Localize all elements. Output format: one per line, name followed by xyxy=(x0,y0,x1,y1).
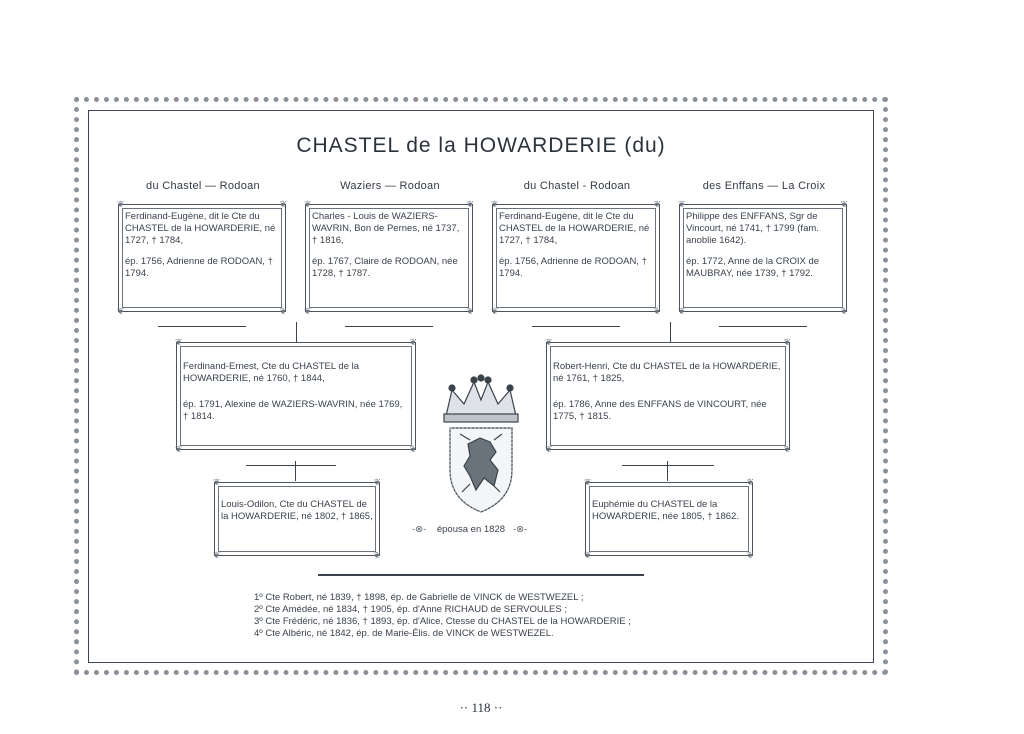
corner-ornament-icon: ❦ xyxy=(840,306,848,316)
grandparent-box-4 xyxy=(678,199,848,316)
connector-line xyxy=(246,465,336,466)
marriage-text: ép. 1791, Alexine de WAZIERS-WAVRIN, née 1769, † 1814. xyxy=(183,399,403,422)
corner-ornament-icon: ❦ xyxy=(491,199,499,209)
corner-ornament-icon: ❦ xyxy=(279,199,287,209)
corner-ornament-icon: ❦ xyxy=(840,199,848,209)
corner-ornament-icon: ❦ xyxy=(584,477,592,487)
page-number: ·· 118 ·· xyxy=(459,700,503,715)
parent-box-1 xyxy=(175,337,417,454)
corner-ornament-icon: ❦ xyxy=(545,444,553,454)
lineage-heading-4: des Enffans — La Croix xyxy=(702,180,826,192)
ornament-icon: -⊗- xyxy=(412,524,427,535)
corner-ornament-icon: ❦ xyxy=(653,199,661,209)
connector-line xyxy=(345,326,433,327)
marriage-text: ép. 1756, Adrienne de RODOAN, † 1794. xyxy=(125,256,273,279)
corner-ornament-icon: ❦ xyxy=(545,337,553,347)
corner-ornament-icon: ❦ xyxy=(373,477,381,487)
grandparent-box-2 xyxy=(304,199,474,316)
corner-ornament-icon: ❦ xyxy=(409,337,417,347)
connector-line xyxy=(622,465,714,466)
coat-of-arms-icon xyxy=(440,374,522,514)
corner-ornament-icon: ❦ xyxy=(304,306,312,316)
children-separator xyxy=(318,574,644,576)
married-text: épousa en 1828 xyxy=(436,524,506,535)
grandparent-box-3 xyxy=(491,199,661,316)
person-text: Ferdinand-Eugène, dit le Cte du CHASTEL de la HOWARDERIE, né 1727, † 1784, xyxy=(499,211,650,246)
connector-stem xyxy=(670,322,671,342)
child-item: 1º Cte Robert, né 1839, † 1898, ép. de Gabrielle de VINCK de WESTWEZEL ; xyxy=(254,592,584,603)
page-title: CHASTEL de la HOWARDERIE (du) xyxy=(296,134,666,157)
person-text: Ferdinand-Ernest, Cte du CHASTEL de la HOWARDERIE, né 1760, † 1844, xyxy=(183,361,360,384)
person-text: Ferdinand-Eugène, dit le Cte du CHASTEL de la HOWARDERIE, né 1727, † 1784, xyxy=(125,211,276,246)
corner-ornament-icon: ❦ xyxy=(653,306,661,316)
connector-stem xyxy=(667,461,668,481)
corner-ornament-icon: ❦ xyxy=(213,550,221,560)
corner-ornament-icon: ❦ xyxy=(175,337,183,347)
corner-ornament-icon: ❦ xyxy=(304,199,312,209)
couple-box-wife xyxy=(584,477,754,560)
person-text: Louis-Odilon, Cte du CHASTEL de la HOWARDERIE, né 1802, † 1865, xyxy=(221,499,373,522)
corner-ornament-icon: ❦ xyxy=(678,199,686,209)
corner-ornament-icon: ❦ xyxy=(678,306,686,316)
corner-ornament-icon: ❦ xyxy=(373,550,381,560)
couple-box-husband xyxy=(213,477,381,560)
corner-ornament-icon: ❦ xyxy=(117,306,125,316)
child-item: 2º Cte Amédée, né 1834, † 1905, ép. d'Anne RICHAUD de SERVOULES ; xyxy=(254,604,567,615)
connector-line xyxy=(719,326,807,327)
married-caption xyxy=(412,524,527,535)
corner-ornament-icon: ❦ xyxy=(175,444,183,454)
marriage-text: ép. 1767, Claire de RODOAN, née 1728, † 1787. xyxy=(312,256,458,279)
corner-ornament-icon: ❦ xyxy=(491,306,499,316)
child-item: 3º Cte Frédéric, né 1836, † 1893, ép. d'Alice, Ctesse du CHASTEL de la HOWARDERIE ; xyxy=(254,616,631,627)
corner-ornament-icon: ❦ xyxy=(584,550,592,560)
corner-ornament-icon: ❦ xyxy=(746,477,754,487)
person-text: Charles - Louis de WAZIERS-WAVRIN, Bon de Pernes, né 1737, † 1816, xyxy=(312,211,460,246)
connector-line xyxy=(158,326,246,327)
corner-ornament-icon: ❦ xyxy=(213,477,221,487)
connector-stem xyxy=(296,322,297,342)
corner-ornament-icon: ❦ xyxy=(117,199,125,209)
corner-ornament-icon: ❦ xyxy=(783,337,791,347)
corner-ornament-icon: ❦ xyxy=(466,199,474,209)
corner-ornament-icon: ❦ xyxy=(746,550,754,560)
marriage-text: ép. 1786, Anne des ENFFANS de VINCOURT, née 1775, † 1815. xyxy=(553,399,767,422)
grandparent-box-1 xyxy=(117,199,287,316)
corner-ornament-icon: ❦ xyxy=(466,306,474,316)
corner-ornament-icon: ❦ xyxy=(409,444,417,454)
parent-box-2 xyxy=(545,337,791,454)
marriage-text: ép. 1772, Anne de la CROIX de MAUBRAY, née 1739, † 1792. xyxy=(686,256,820,279)
ornament-icon: -⊗- xyxy=(512,524,528,535)
person-text: Philippe des ENFFANS, Sgr de Vincourt, né 1741, † 1799 (fam. anoblie 1642). xyxy=(686,211,819,246)
marriage-text: ép. 1756, Adrienne de RODOAN, † 1794. xyxy=(499,256,647,279)
child-item: 4º Cte Albéric, né 1842, ép. de Marie-Élis. de VINCK de WESTWEZEL. xyxy=(254,628,554,639)
corner-ornament-icon: ❦ xyxy=(783,444,791,454)
lineage-heading-1: du Chastel — Rodoan xyxy=(146,180,260,192)
person-text: Robert-Henri, Cte du CHASTEL de la HOWARDERIE, né 1761, † 1825, xyxy=(553,361,781,384)
corner-ornament-icon: ❦ xyxy=(279,306,287,316)
lineage-heading-3: du Chastel - Rodoan xyxy=(523,180,631,192)
person-text: Euphémie du CHASTEL de la HOWARDERIE, née 1805, † 1862. xyxy=(592,499,739,522)
lineage-heading-2: Waziers — Rodoan xyxy=(340,180,440,192)
connector-line xyxy=(532,326,620,327)
connector-stem xyxy=(295,461,296,481)
children-list xyxy=(254,592,631,640)
